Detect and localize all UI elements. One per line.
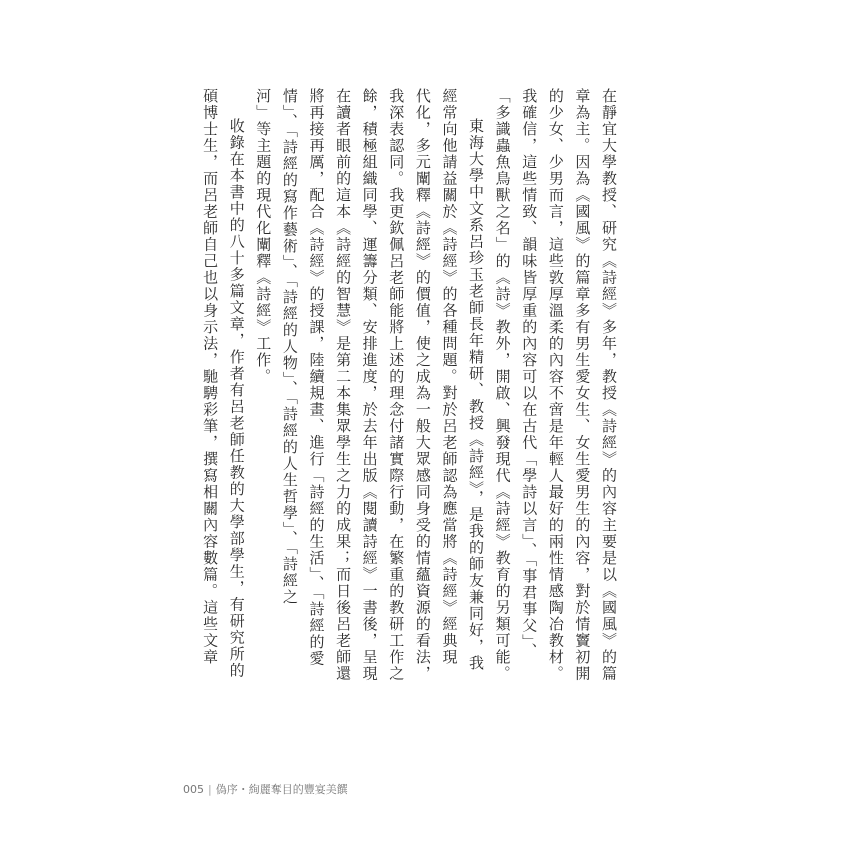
text-column: 我確信，這些情致、韻味皆厚重的內容可以在古代「學詩以言」、「事君事父」、 <box>520 88 539 660</box>
body-text <box>197 88 623 693</box>
text-column: 餘，積極組織同學、運籌分類、安排進度，於去年出版《閱讀詩經》一書後，呈現 <box>360 88 379 682</box>
page-number: 005 <box>183 783 204 796</box>
text-column: 代化，多元闡釋《詩經》的價值，使之成為一般大眾感同身受的情蘊資源的看法， <box>413 88 432 682</box>
text-column: 在靜宜大學教授、研究《詩經》多年，教授《詩經》的內容主要是以《國風》的篇 <box>600 88 618 682</box>
footer-separator: | <box>208 783 212 796</box>
text-column: 的少女、少男而言，這些敦厚溫柔的內容不啻是年輕人最好的兩性情感陶冶教材。 <box>546 88 565 682</box>
text-column: 在讀者眼前的這本《詩經的智慧》是第二本集眾學生之力的成果；而日後呂老師還 <box>334 88 353 682</box>
text-column: 章為主。因為《國風》的篇章多有男生愛女生、女生愛男生的內容，對於情竇初開 <box>573 88 592 682</box>
text-column: 將再接再厲，配合《詩經》的授課，陸續規畫、進行「詩經的生活」、「詩經的愛 <box>307 88 326 667</box>
text-column: 東海大學中文系呂珍玉老師長年精研、教授《詩經》，是我的師友兼同好，我 <box>467 118 486 672</box>
running-title: 偽序・絢麗奪目的豐宴美饌 <box>215 783 348 796</box>
text-column: 情」、「詩經的寫作藝術」、「詩經的人物」、「詩經的人生哲學」、「詩經之 <box>280 88 299 606</box>
text-column: 經常向他請益關於《詩經》的各種問題。對於呂老師認為應當將《詩經》經典現 <box>440 88 459 666</box>
text-column: 河」等主題的現代化闡釋《詩經》工作。 <box>254 88 273 385</box>
text-column: 碩博士生，而呂老師自己也以身示法，馳騁彩筆，撰寫相關內容數篇。這些文章 <box>201 88 220 666</box>
text-column: 我深表認同。我更欽佩呂老師能將上述的理念付諸實際行動，在繁重的教研工作之 <box>387 88 406 682</box>
text-column: 「多識蟲魚鳥獸之名」的《詩》教外，開啟、興發現代《詩經》教育的另類可能。 <box>493 88 512 682</box>
text-column: 收錄在本書中的八十多篇文章，作者有呂老師任教的大學部學生，有研究所的 <box>227 118 246 679</box>
page-footer <box>183 781 348 797</box>
